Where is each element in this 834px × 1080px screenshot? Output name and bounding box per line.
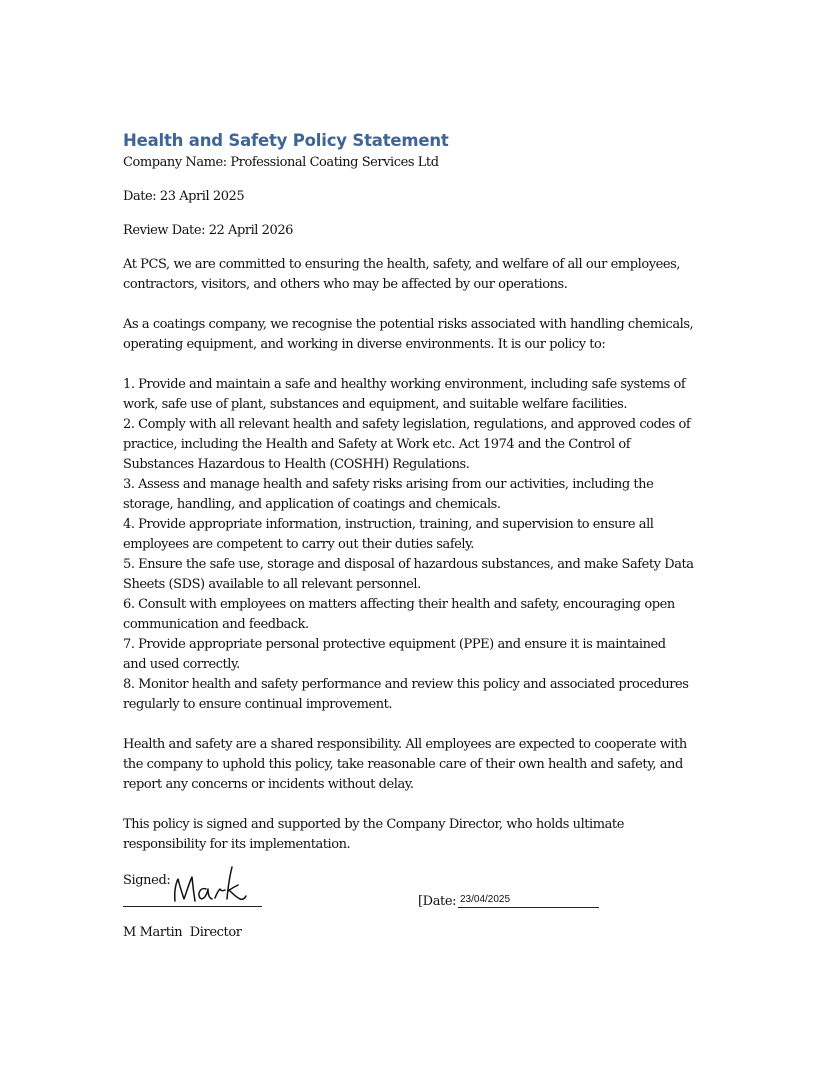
responsibility-line: the company to uphold this policy, take reasonable care of their own health and safety, and: [123, 757, 683, 772]
responsibility-line: report any concerns or incidents without delay.: [123, 777, 414, 792]
policy-item-line: 8. Monitor health and safety performance and review this policy and associated procedures: [123, 677, 689, 692]
director-line: responsibility for its implementation.: [123, 837, 351, 852]
policy-item-line: 3. Assess and manage health and safety risks arising from our activities, including the: [123, 477, 654, 492]
policy-item: [123, 375, 723, 415]
policy-item: [123, 595, 723, 635]
policy-item-line: 6. Consult with employees on matters affecting their health and safety, encouraging open: [123, 597, 675, 612]
policy-items-list: [123, 375, 723, 715]
handwritten-signature: [170, 861, 250, 909]
director-paragraph: [123, 815, 723, 855]
policy-item: [123, 675, 723, 715]
review-date-line: Review Date: 22 April 2026: [123, 223, 293, 238]
signature-block: [123, 863, 723, 919]
policy-item-line: communication and feedback.: [123, 617, 309, 632]
policy-item-line: 5. Ensure the safe use, storage and disposal of hazardous substances, and make Safety Data: [123, 557, 694, 572]
responsibility-paragraph: [123, 735, 723, 795]
signed-label: Signed:: [123, 873, 171, 888]
policy-item-line: practice, including the Health and Safety at Work etc. Act 1974 and the Control of: [123, 437, 631, 452]
risk-paragraph: [123, 315, 723, 355]
intro-line: At PCS, we are committed to ensuring the health, safety, and welfare of all our employees,: [123, 257, 680, 272]
date-underline: [458, 907, 599, 908]
company-name-line: Company Name: Professional Coating Services Ltd: [123, 155, 439, 170]
document-title: Health and Safety Policy Statement: [123, 131, 449, 150]
signature-underline: [123, 906, 262, 907]
policy-item-line: and used correctly.: [123, 657, 240, 672]
policy-item: [123, 415, 723, 475]
intro-line: contractors, visitors, and others who may be affected by our operations.: [123, 277, 568, 292]
policy-item-line: Substances Hazardous to Health (COSHH) Regulations.: [123, 457, 470, 472]
policy-item-line: storage, handling, and application of coatings and chemicals.: [123, 497, 501, 512]
policy-item-line: 4. Provide appropriate information, instruction, training, and supervision to ensure all: [123, 517, 654, 532]
risk-line: operating equipment, and working in diverse environments. It is our policy to:: [123, 337, 606, 352]
policy-item-line: employees are competent to carry out their duties safely.: [123, 537, 474, 552]
policy-item: [123, 475, 723, 515]
policy-item-line: work, safe use of plant, substances and equipment, and suitable welfare facilities.: [123, 397, 628, 412]
policy-item-line: 7. Provide appropriate personal protective equipment (PPE) and ensure it is maintained: [123, 637, 666, 652]
policy-item-line: regularly to ensure continual improvement.: [123, 697, 393, 712]
intro-paragraph: [123, 255, 723, 295]
policy-item: [123, 635, 723, 675]
policy-item-line: 1. Provide and maintain a safe and healthy working environment, including safe systems of: [123, 377, 686, 392]
date-line: Date: 23 April 2025: [123, 189, 245, 204]
risk-line: As a coatings company, we recognise the potential risks associated with handling chemicals,: [123, 317, 694, 332]
policy-item: [123, 555, 723, 595]
policy-item: [123, 515, 723, 555]
responsibility-line: Health and safety are a shared responsibility. All employees are expected to cooperate with: [123, 737, 687, 752]
date-label: [Date:: [418, 894, 457, 909]
signatory-name: M Martin Director: [123, 925, 242, 940]
policy-item-line: Sheets (SDS) available to all relevant personnel.: [123, 577, 421, 592]
date-value: 23/04/2025: [460, 894, 511, 905]
policy-item-line: 2. Comply with all relevant health and safety legislation, regulations, and approved codes of: [123, 417, 691, 432]
policy-document: [123, 130, 723, 940]
director-line: This policy is signed and supported by the Company Director, who holds ultimate: [123, 817, 624, 832]
